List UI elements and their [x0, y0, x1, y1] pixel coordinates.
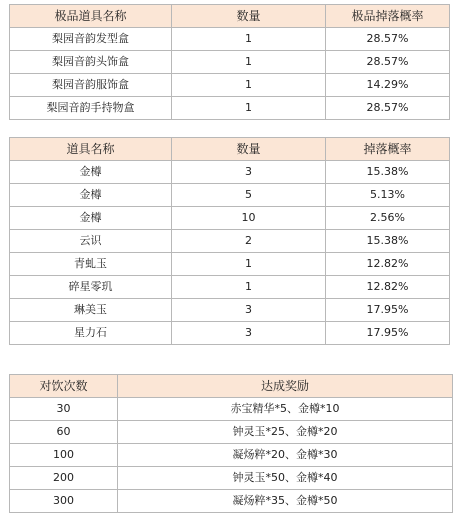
- table-row: [10, 28, 450, 51]
- cell-drop-rate: 14.29%: [326, 74, 450, 97]
- cell-drink-count: 60: [10, 421, 118, 444]
- cell-drink-count: 200: [10, 467, 118, 490]
- cell-reward: 凝炀粹*20、金樽*30: [118, 444, 453, 467]
- table-row: [10, 276, 450, 299]
- table-row: [10, 74, 450, 97]
- cell-drop-rate: 28.57%: [326, 51, 450, 74]
- table-header-row: [10, 375, 453, 398]
- cell-drop-rate: 15.38%: [326, 161, 450, 184]
- cell-item-name: 金樽: [10, 184, 172, 207]
- cell-item-name: 星力石: [10, 322, 172, 345]
- cell-item-name: 梨园音韵服饰盒: [10, 74, 172, 97]
- cell-drop-rate: 28.57%: [326, 97, 450, 120]
- cell-quantity: 3: [172, 299, 326, 322]
- cell-drop-rate: 17.95%: [326, 299, 450, 322]
- table-row: [10, 184, 450, 207]
- cell-item-name: 梨园音韵手持物盒: [10, 97, 172, 120]
- table-row: [10, 207, 450, 230]
- drink-reward-table: [9, 374, 453, 513]
- table-row: [10, 161, 450, 184]
- cell-item-name: 金樽: [10, 207, 172, 230]
- column-header-item-name: 道具名称: [10, 138, 172, 161]
- cell-quantity: 3: [172, 322, 326, 345]
- cell-quantity: 1: [172, 74, 326, 97]
- cell-item-name: 金樽: [10, 161, 172, 184]
- cell-quantity: 5: [172, 184, 326, 207]
- table-row: [10, 421, 453, 444]
- cell-item-name: 梨园音韵发型盒: [10, 28, 172, 51]
- premium-drop-table: [9, 4, 450, 120]
- cell-quantity: 2: [172, 230, 326, 253]
- cell-reward: 赤宝精华*5、金樽*10: [118, 398, 453, 421]
- table-row: [10, 398, 453, 421]
- table-row: [10, 490, 453, 513]
- column-header-drop-rate: 极品掉落概率: [326, 5, 450, 28]
- item-drop-table: [9, 137, 450, 345]
- cell-item-name: 碎星零玑: [10, 276, 172, 299]
- column-header-quantity: 数量: [172, 5, 326, 28]
- column-header-drop-rate: 掉落概率: [326, 138, 450, 161]
- column-header-quantity: 数量: [172, 138, 326, 161]
- table-row: [10, 444, 453, 467]
- column-header-item-name: 极品道具名称: [10, 5, 172, 28]
- table-row: [10, 97, 450, 120]
- cell-quantity: 1: [172, 97, 326, 120]
- cell-quantity: 1: [172, 253, 326, 276]
- cell-item-name: 青虬玉: [10, 253, 172, 276]
- cell-item-name: 琳美玉: [10, 299, 172, 322]
- table-row: [10, 299, 450, 322]
- cell-drink-count: 30: [10, 398, 118, 421]
- cell-quantity: 3: [172, 161, 326, 184]
- column-header-drink-count: 对饮次数: [10, 375, 118, 398]
- cell-drop-rate: 12.82%: [326, 276, 450, 299]
- cell-drop-rate: 5.13%: [326, 184, 450, 207]
- table-row: [10, 253, 450, 276]
- cell-quantity: 1: [172, 28, 326, 51]
- table-row: [10, 322, 450, 345]
- cell-drop-rate: 17.95%: [326, 322, 450, 345]
- cell-reward: 钟灵玉*25、金樽*20: [118, 421, 453, 444]
- cell-reward: 钟灵玉*50、金樽*40: [118, 467, 453, 490]
- table-header-row: [10, 5, 450, 28]
- table-row: [10, 230, 450, 253]
- cell-drop-rate: 15.38%: [326, 230, 450, 253]
- cell-quantity: 1: [172, 51, 326, 74]
- cell-quantity: 10: [172, 207, 326, 230]
- cell-drop-rate: 12.82%: [326, 253, 450, 276]
- column-header-reward: 达成奖励: [118, 375, 453, 398]
- cell-item-name: 云识: [10, 230, 172, 253]
- cell-drop-rate: 28.57%: [326, 28, 450, 51]
- cell-drop-rate: 2.56%: [326, 207, 450, 230]
- cell-drink-count: 300: [10, 490, 118, 513]
- table-header-row: [10, 138, 450, 161]
- cell-quantity: 1: [172, 276, 326, 299]
- cell-item-name: 梨园音韵头饰盒: [10, 51, 172, 74]
- table-row: [10, 467, 453, 490]
- cell-drink-count: 100: [10, 444, 118, 467]
- table-row: [10, 51, 450, 74]
- cell-reward: 凝炀粹*35、金樽*50: [118, 490, 453, 513]
